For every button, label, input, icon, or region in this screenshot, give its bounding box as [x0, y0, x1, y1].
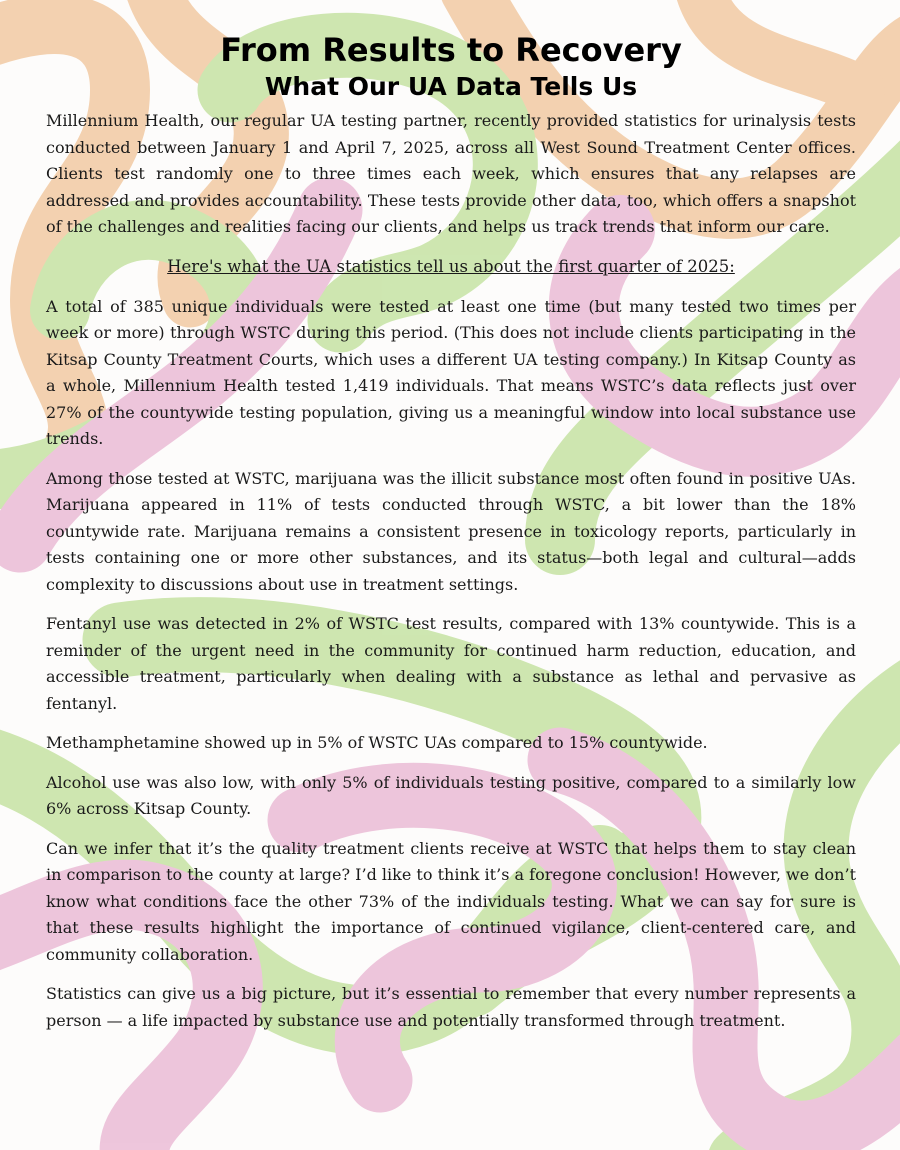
paragraph-inference: Can we infer that it’s the quality treatment clients receive at WSTC that helps them to stay clean in comparison to the county at large? I’d like to think it’s a foregone conclusion! However, we don’t know what conditions face the other 73% of the individuals testing. What we can say for sure is that these results highlight the importance of continued vigilance, client-centered care, and community collaboration. — [46, 838, 856, 964]
paragraph-unique-individuals: A total of 385 unique individuals were tested at least one time (but many tested two times per week or more) through WSTC during this period. (This does not include clients participating in the Kitsap County Treatment Courts, which uses a different UA testing company.) In Kitsap County as a whole, Millennium Health tested 1,419 individuals. That means WSTC’s data reflects just over 27% of the countywide testing population, giving us a meaningful window into local substance use trends. — [46, 296, 856, 448]
paragraph-closing: Statistics can give us a big picture, but it’s essential to remember that every number represents a person — a life impacted by substance use and potentially transformed through treatment. — [46, 984, 856, 1030]
section-heading: Here's what the UA statistics tell us about the first quarter of 2025: — [167, 256, 735, 276]
paragraph-methamphetamine: Methamphetamine showed up in 5% of WSTC UAs compared to 15% countywide. — [46, 733, 708, 752]
intro-paragraph: Millennium Health, our regular UA testing partner, recently provided statistics for urinalysis tests conducted between January 1 and April 7, 2025, across all West Sound Treatment Center offices. Clients test randomly one to three times each week, which ensures that any relapses are addressed and provides accountability. These tests provide other data, too, which offers a snapshot of the challenges and realities facing our clients, and helps us track trends that inform our care. — [46, 111, 856, 236]
page-title: From Results to Recovery — [220, 31, 682, 69]
article — [46, 30, 856, 1047]
paragraph-alcohol: Alcohol use was also low, with only 5% of individuals testing positive, compared to a similarly low 6% across Kitsap County. — [46, 772, 856, 818]
paragraph-marijuana: Among those tested at WSTC, marijuana was the illicit substance most often found in positive UAs. Marijuana appeared in 11% of tests conducted through WSTC, a bit lower than the 18% countywide rate. Marijuana remains a consistent presence in toxicology reports, particularly in tests containing one or more other substances, and its status—both legal and cultural—adds complexity to discussions about use in treatment settings. — [46, 468, 856, 594]
page-subtitle: What Our UA Data Tells Us — [264, 72, 638, 101]
paragraph-fentanyl: Fentanyl use was detected in 2% of WSTC test results, compared with 13% countywide. This is a reminder of the urgent need in the community for continued harm reduction, education, and accessible treatment, particularly when dealing with a substance as lethal and pervasive as fentanyl. — [46, 614, 856, 713]
